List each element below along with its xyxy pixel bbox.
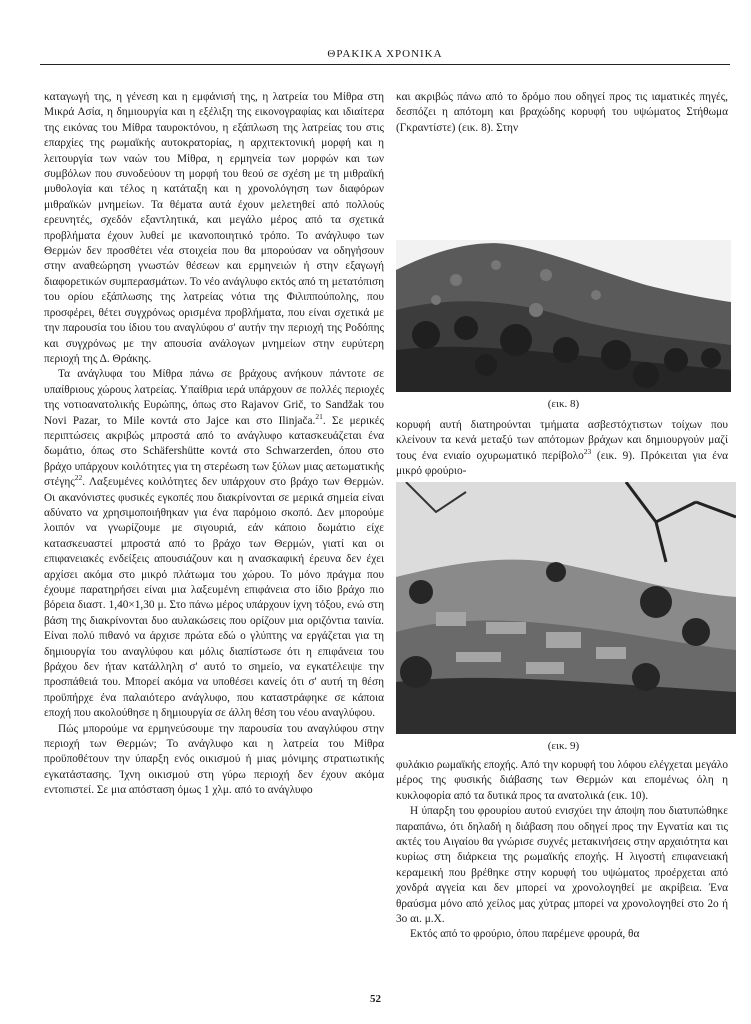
right-paragraph-bottom-3: Εκτός από το φρούριο, όπου παρέμενε φρουρά, θα <box>410 928 640 941</box>
left-paragraph-2-part-2: . Σε μερικές περιπτώσεις ακριβώς μπροστά από το ανάγλυφο κατασκευάζεται ένα δωμάτιο, όπως στο Schäfershütte κοντά στο Schwarzerden, όπου στο βράχο υπάρχουν κοιλότητες για τη στερέωση των ξύλων μιας αετωματικής στέγης <box>44 414 384 489</box>
right-paragraph-top: και ακριβώς πάνω από το δρόμο που οδηγεί προς τις ιαματικές πηγές, δεσπόζει η απότομη και βραχώδης κορυφή του υψώματος Στήθωμα (Γκραντίστε) (εικ. 8). Στην <box>396 91 728 134</box>
left-paragraph-3: Πώς μπορούμε να ερμηνεύσουμε την παρουσία του αναγλύφου στην περιοχή των Θερμών; Το ανάγλυφο και η λατρεία του Μίθρα προϋποθέτουν την ύπαρξη ενός οικισμού ή μιας μόνιμης στρατιωτικής εγκατάστασης. Ίχνη οικισμού στη γύρω περιοχή δεν έχουν ακόμα εντοπιστεί. Σε μια απόσταση όμως 1 χλμ. από το ανάγλυφο <box>44 722 384 797</box>
photo-fig8-hill <box>396 240 731 392</box>
left-paragraph-2 <box>44 367 384 721</box>
right-mid-text <box>396 418 728 480</box>
right-top-text <box>396 90 728 140</box>
right-paragraph-mid-part-2: (εικ. 9). Πρόκειται για ένα μικρό φρούριο- <box>396 449 728 478</box>
running-header: ΘΡΑΚΙΚΑ ΧΡΟΝΙΚΑ <box>327 48 443 60</box>
left-paragraph-2-part-3: . Λαξευμένες κοιλότητες δεν υπάρχουν στο βράχο των Θερμών. Οι ακανόνιστες φυσικές εγκοπές που διακρίνονται σε μερικά σημεία είναι αδύνατο να χρησιμοποιήθηκαν για ένα παρόμοιο σκοπό. Δεν μπορούμε λοιπόν να γνωρίζουμε με σιγουριά, εάν κάποιο δωμάτιο είχε κατασκευαστεί μπροστά από το βράχο των Θερμών, γιατί και οι επιφανειακές ενδείξεις απουσιάζουν και η ανασκαφική έρευνα δεν έχει αρχίσει ακόμα στο μικρό πλάτωμα του χώρου. Το μόνο πράγμα που έχουμε παρατηρήσει είναι μια λαξευμένη επιφάνεια στο ίδιο βράχο πιο βόρεια διαστ. 1,40×1,30 μ. Στο πάνω μέρος υπάρχουν ίχνη τόξου, ενώ στη βάση της διακρίνονται δυο αυλακώσεις που ορίζουν μια οριζόντια ταινία. Είναι πολύ πιθανό να άρχισε πρώτα εδώ ο γλύπτης να εργάζεται για τη δημιουργία του αναγλύφου και μόλις διαπίστωσε ότι η επιφάνεια του βράχου δεν ήταν κατάλληλη σ' αυτό το σημείο, να εγκατέλειψε την προσπάθειά του. Μπορεί ακόμα να υποθέσει κανείς ότι σ' αυτή τη θέση προϋπήρχε ένα παλαιότερο ανάγλυφο, που καταστράφηκε σε κάποια εποχή που ακολούθησε η δημιουργία σε άλλη θέση του νέου αναγλύφου. <box>44 476 384 720</box>
left-paragraph-2-part-1: Τα ανάγλυφα του Μίθρα πάνω σε βράχους ανήκουν πάντοτε σε υπαίθριους χώρους λατρείας. Υπαίθρια ιερά υπάρχουν σε πολλές περιοχές της νοτιοανατολικής Ευρώπης, όπως στο Rajavov Grič, το Sandžak του Novi Pazar, το Mile κοντά στο Jajce και στο Ilinjača. <box>44 368 384 427</box>
footnote-ref-23: 23 <box>583 447 592 457</box>
caption-fig8: (εικ. 8) <box>547 398 580 410</box>
right-bottom-text <box>396 758 728 943</box>
right-paragraph-bottom-2: Η ύπαρξη του φρουρίου αυτού ενισχύει την άποψη που διατυπώθηκε παραπάνω, ότι δηλαδή η διάβαση που οδηγεί προς την Εγνατία και τις ακτές του Αιγαίου θα γνώρισε συχνές μετακινήσεις στην αρχαιότητα και κυρίως στη διάρκεια της ρωμαϊκής εποχής. Η λιγοστή επιφανειακή κεραμεική που βρέθηκε στην κορυφή του υψώματος προέρχεται από χονδρά αγγεία και δεν μπορεί να χρονολογηθεί με ακρίβεια. Ένα θραύσμα μόνο από χείλος μας χύτρας μπορεί να χρονολογηθεί στο 2ο ή 3ο αι. μ.Χ. <box>396 805 728 926</box>
footnote-ref-21: 21 <box>315 411 323 421</box>
left-paragraph-1: καταγωγή της, η γένεση και η εμφάνισή της, η λατρεία του Μίθρα στη Μικρά Ασία, η δημιουργία και η εξέλιξη της εικονογραφίας και ιδιαίτερα της εικόνας του Μίθρα ταυροκτόνου, η εξάπλωση της λατρείας του στις επαρχίες της ρωμαϊκής αυτοκρατορίας, η αρχιτεκτονική μορφή και η λειτουργία των ναών του Μίθρα, η ερμηνεία των μορφών και των συμβόλων που συνοδεύουν τη μορφή του θεού σε σχέση με τη μιθραϊκή μυθολογία και τέλος η κατάταξη και η χρονολόγηση των διαφόρων μιθραϊκών μνημείων. Τα θέματα αυτά έχουν μελετηθεί από πολλούς ερευνητές, σχεδόν εξαντλητικά, και μεγάλο μέρος από τα σχετικά προβλήματα έχουν λυθεί με ικανοποιητικό τρόπο. Το ανάγλυφο των Θερμών δεν προσθέτει νέα στοιχεία που θα μπορούσαν να οδηγήσουν στην αναθεώρηση γνωστών θέσεων και ερμηνειών ή στην εξαγωγή διαφορετικών συμπερασμάτων. Το νέο ανάγλυφο εκτός από τη μετατόπιση του ορίου εξάπλωσης της λατρείας νότια της Φιλιππούπολης, που προσφέρει, θέτει συγχρόνως ορισμένα προβλήματα, που είναι σχετικά με την παρουσία του ίδιου του αναγλύφου σ' αυτήν την περιοχή της Ροδόπης και συγχρόνως με την απουσία ανάλογων μνημείων στην ευρύτερη περιοχή της Δ. Θράκης. <box>44 91 384 365</box>
right-paragraph-mid <box>396 418 728 480</box>
right-paragraph-mid-part-1: κορυφή αυτή διατηρούνται τμήματα ασβεστόχτιστων τοίχων που κλείνουν τα κενά μεταξύ των απότομων βράχων και δημιουργούν μαζί τους ένα ενιαίο οχυρωματικό περίβολο <box>396 419 728 462</box>
page-number: 52 <box>370 993 381 1005</box>
photo-fig9-rocky-summit <box>396 482 736 734</box>
caption-fig9: (εικ. 9) <box>547 740 580 752</box>
footnote-ref-22: 22 <box>74 473 83 483</box>
left-column <box>44 90 384 799</box>
header-rule <box>40 64 730 65</box>
right-paragraph-bottom-1: φυλάκιο ρωμαϊκής εποχής. Από την κορυφή του λόφου ελέγχεται μεγάλο μέρος της φυσικής διάβασης των Θερμών και επομένως όλη η κυκλοφορία από τα δυτικά προς τα ανατολικά (εικ. 10). <box>396 759 728 802</box>
